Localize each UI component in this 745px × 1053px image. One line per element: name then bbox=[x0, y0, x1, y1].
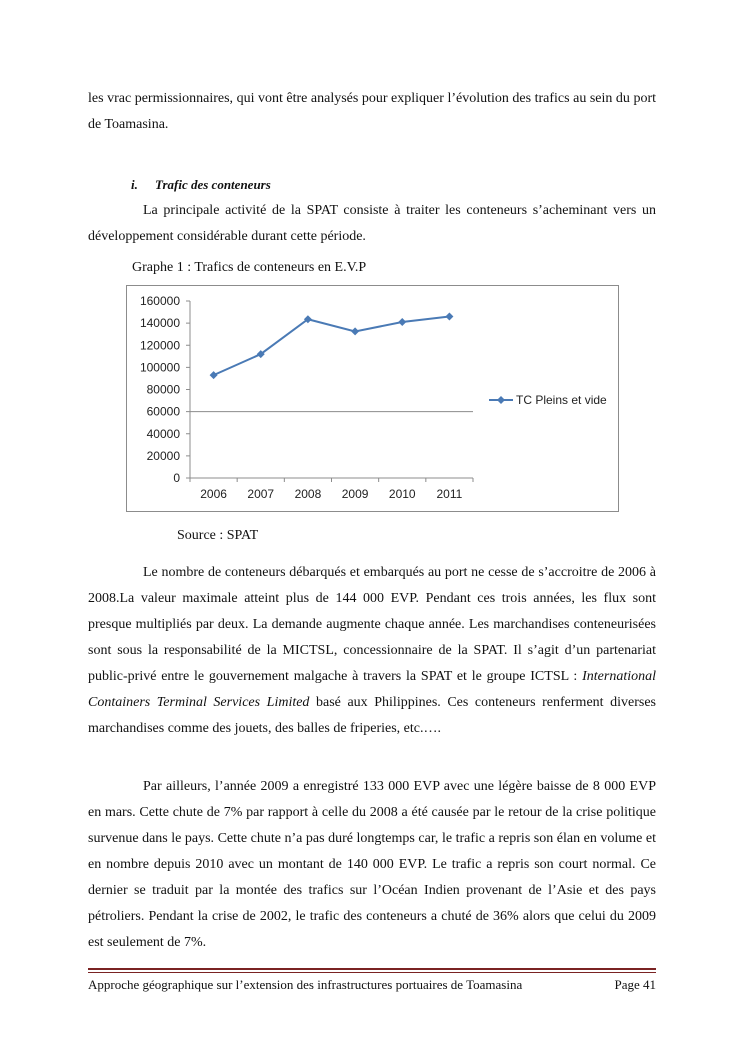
footer-rule-thin bbox=[88, 972, 656, 973]
intro-paragraph: les vrac permissionnaires, qui vont être analysés pour expliquer l’évolution des trafics au sein du port de Toamasina. bbox=[88, 91, 656, 132]
chart-svg bbox=[127, 286, 618, 511]
x-tick-label: 2010 bbox=[388, 487, 416, 501]
section-number: i. bbox=[131, 177, 138, 192]
y-tick-label: 120000 bbox=[139, 338, 180, 353]
y-tick-label: 100000 bbox=[139, 360, 180, 375]
figure-caption: Graphe 1 : Trafics de conteneurs en E.V.P bbox=[132, 260, 367, 275]
footer-title: Approche géographique sur l’extension des infrastructures portuaires de Toamasina bbox=[88, 977, 523, 992]
data-point bbox=[351, 327, 359, 335]
legend-marker bbox=[497, 396, 505, 404]
y-tick-label: 0 bbox=[173, 471, 180, 485]
x-tick-label: 2006 bbox=[200, 487, 227, 501]
section-title: Trafic des conteneurs bbox=[155, 177, 271, 192]
legend-label: TC Pleins et vide bbox=[516, 393, 607, 407]
paragraph-2009-decline: Par ailleurs, l’année 2009 a enregistré 133 000 EVP avec une légère baisse de 8 000 EVP en mars. Cette chute de 7% par rapport à celle du 2008 a été causée par le retour de la crise politique survenue dans le pays. Cette chute n’a pas duré longtemps car, le trafic a repris son élan en volume et en nombre depuis 2010 avec un montant de 140 000 EVP. Le trafic a repris son court normal. Ce dernier se traduit par la montée des trafics sur l’Océan Indien provenant de l’Asie et des pays pétroliers. Pendant la crise de 2002, le trafic des conteneurs a chuté de 36% alors que celui du 2009 est seulement de 7%. bbox=[88, 779, 656, 950]
paragraph-container-growth: Le nombre de conteneurs débarqués et embarqués au port ne cesse de s’accroitre de 2006 à 2008.La valeur maximale atteint plus de 144 000 EVP. Pendant ces trois années, les flux sont presque multipliés par deux. La demande augmente chaque année. Les marchandises conteneurisées sont sous la responsabilité de la MICTSL, concessionnaire de la SPAT. Il s’agit d’un partenariat public-privé entre le gouvernement malgache à travers la SPAT et le groupe ICTSL : International Containers Terminal Services Limited basé aux Philippines. Ces conteneurs renferment diverses marchandises comme des jouets, des balles de friperies, etc.…. bbox=[88, 565, 656, 736]
y-tick-label: 140000 bbox=[139, 316, 180, 331]
x-tick-label: 2011 bbox=[436, 487, 463, 501]
section-heading bbox=[131, 177, 271, 193]
y-tick-label: 160000 bbox=[139, 294, 180, 308]
series-line bbox=[214, 316, 450, 375]
x-tick-label: 2007 bbox=[247, 487, 275, 501]
paragraph-spat-activity: La principale activité de la SPAT consiste à traiter les conteneurs s’acheminant vers un développement considérable durant cette période. bbox=[88, 203, 656, 244]
y-tick-label: 60000 bbox=[146, 404, 180, 419]
data-point bbox=[398, 318, 406, 326]
y-tick-label: 40000 bbox=[146, 426, 180, 441]
y-tick-label: 20000 bbox=[146, 448, 180, 463]
data-point bbox=[210, 371, 218, 379]
x-tick-label: 2008 bbox=[294, 487, 322, 501]
line-chart bbox=[126, 285, 619, 512]
data-point bbox=[445, 312, 453, 320]
figure-source: Source : SPAT bbox=[177, 528, 259, 543]
x-tick-label: 2009 bbox=[341, 487, 369, 501]
footer-rule bbox=[88, 968, 656, 970]
y-tick-label: 80000 bbox=[146, 382, 180, 397]
ictsl-fullname: International Containers Terminal Services Limited bbox=[88, 669, 656, 710]
page-number: Page 41 bbox=[614, 977, 656, 992]
